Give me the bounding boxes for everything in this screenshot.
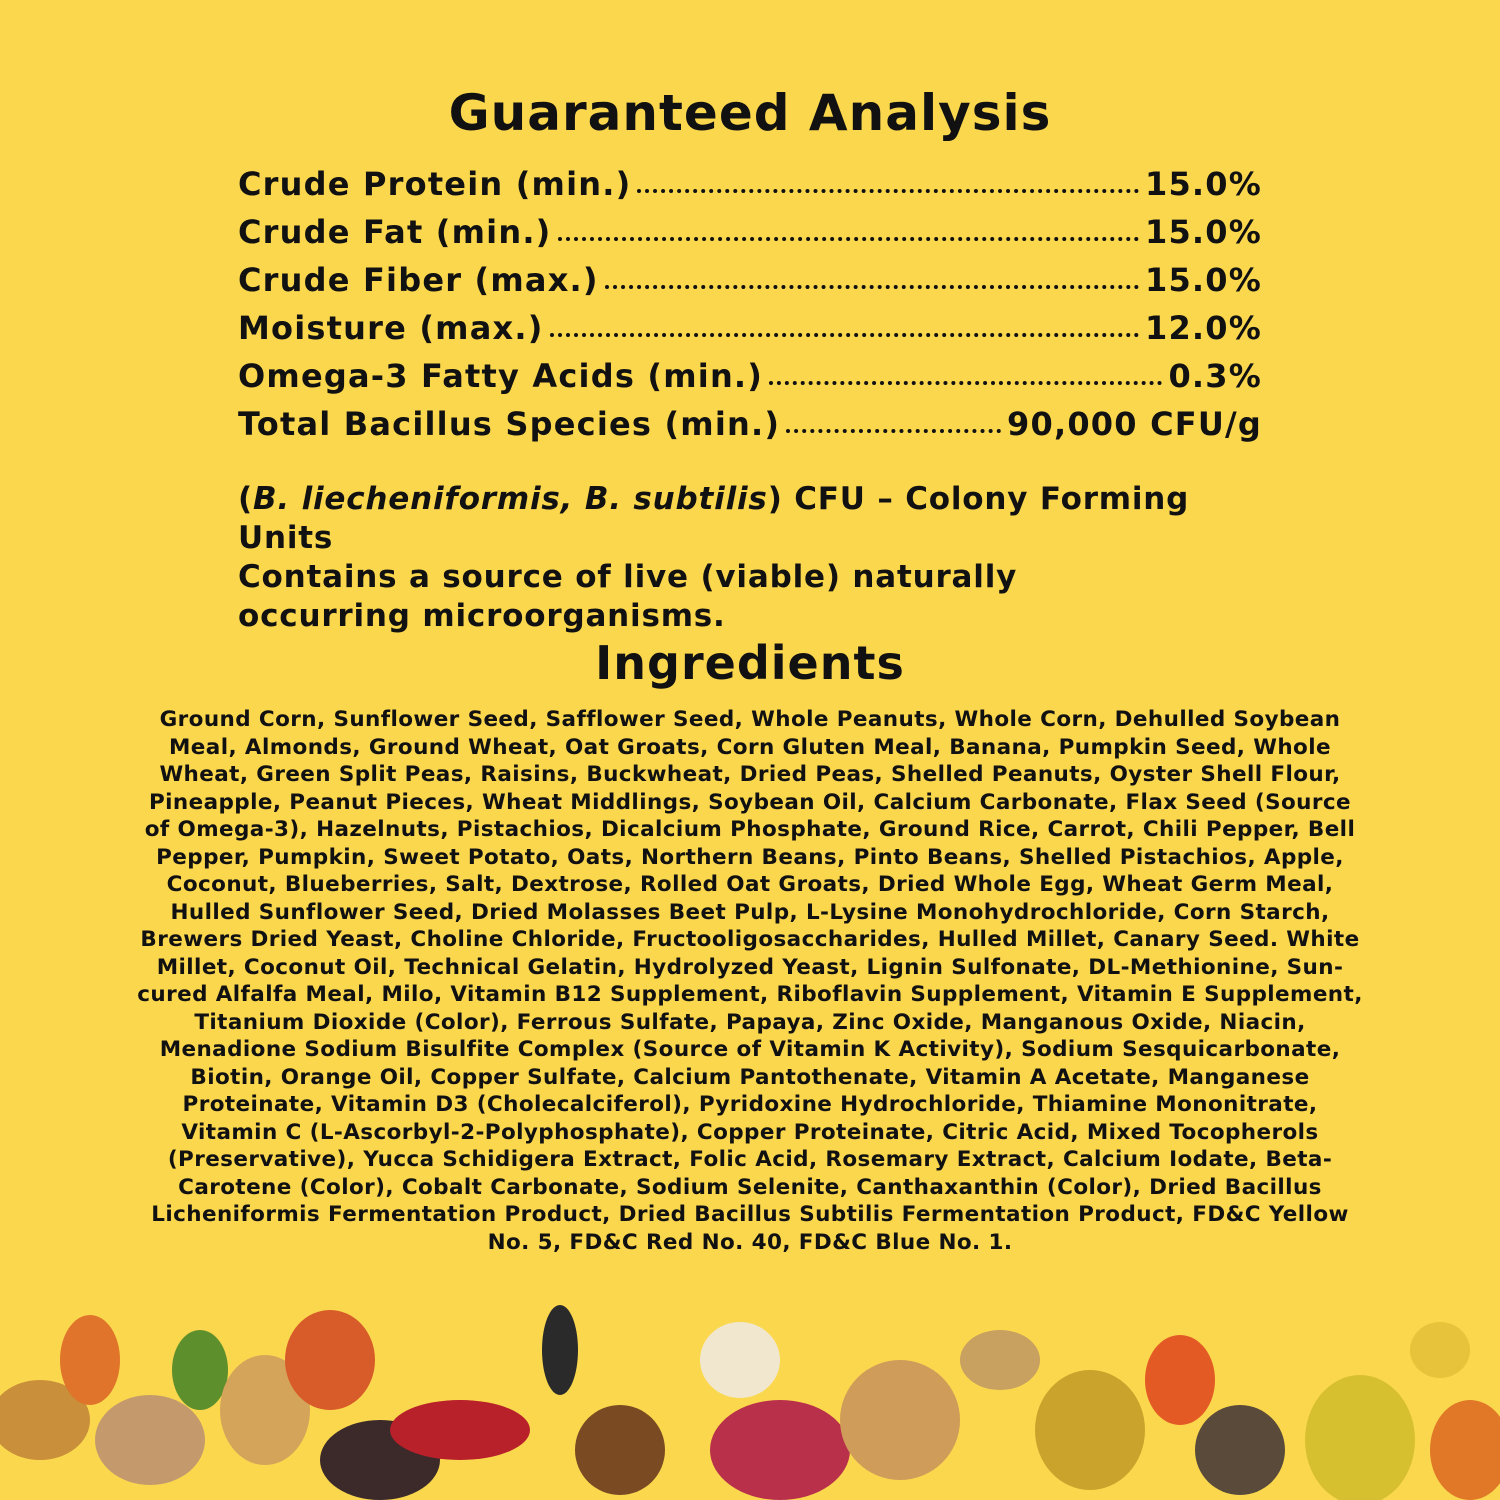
dot-leader [605,285,1139,289]
pellet-shape [1430,1400,1500,1500]
analysis-label: Moisture (max.) [238,309,544,347]
analysis-value: 90,000 CFU/g [1007,405,1262,443]
note-line-3: occurring microorganisms. [238,598,726,634]
cfu-definition: CFU – Colony Forming Units [238,481,1190,556]
hazelnut-shape [575,1405,665,1495]
dot-leader [558,237,1139,241]
analysis-value: 15.0% [1144,261,1262,299]
popcorn-shape [700,1322,780,1398]
carrot-chip-shape [285,1310,375,1410]
peanut-shape [840,1360,960,1480]
analysis-label: Crude Fat (min.) [238,213,552,251]
note-line-2: Contains a source of live (viable) naturally [238,559,1018,595]
nut-shape [960,1330,1040,1390]
analysis-value: 0.3% [1168,357,1262,395]
sunflower-seed-shape [542,1305,578,1395]
almond-shape [95,1395,205,1485]
microorganism-note [238,480,1278,636]
food-mix-image [0,1300,1500,1500]
flower-pellet-shape [1410,1322,1470,1378]
analysis-label: Crude Protein (min.) [238,165,632,203]
ingredients-list: Ground Corn, Sunflower Seed, Safflower Seed, Whole Peanuts, Whole Corn, Dehulled Soybean Meal, Almonds, Ground Wheat, Oat Groats, Corn Gluten Meal, Banana, Pumpkin Seed, Whole Wheat, Green Split Peas, Raisins, Buckwheat, Dried Peas, Shelled Peanuts, Oyster Shell Flour, Pineapple, Peanut Pieces, Wheat Middlings, Soybean Oil, Calcium Carbonate, Flax Seed (Source of Omega-3), Hazelnuts, Pistachios, Dicalcium Phosphate, Ground Rice, Carrot, Chili Pepper, Bell Pepper, Pumpkin, Sweet Potato, Oats, Northern Beans, Pinto Beans, Shelled Pistachios, Apple, Coconut, Blueberries, Salt, Dextrose, Rolled Oat Groats, Dried Whole Egg, Wheat Germ Meal, Hulled Sunflower Seed, Dried Molasses Beet Pulp, L-Lysine Monohydrochloride, Corn Starch, Brewers Dried Yeast, Choline Chloride, Fructooligosaccharides, Hulled Millet, Canary Seed. White Millet, Coconut Oil, Technical Gelatin, Hydrolyzed Yeast, Lignin Sulfonate, DL-Methionine, Sun-cured Alfalfa Meal, Milo, Vitamin B12 Supplement, Riboflavin Supplement, Vitamin E Supplement, Titanium Dioxide (Color), Ferrous Sulfate, Papaya, Zinc Oxide, Manganous Oxide, Niacin, Menadione Sodium Bisulfite Complex (Source of Vitamin K Activity), Sodium Sesquicarbonate, Biotin, Orange Oil, Copper Sulfate, Calcium Pantothenate, Vitamin A Acetate, Manganese Proteinate, Vitamin D3 (Cholecalciferol), Pyridoxine Hydrochloride, Thiamine Mononitrate, Vitamin C (L-Ascorbyl-2-Polyphosphate), Copper Proteinate, Citric Acid, Mixed Tocopherols (Preservative), Yucca Schidigera Extract, Folic Acid, Rosemary Extract, Calcium Iodate, Beta-Carotene (Color), Cobalt Carbonate, Sodium Selenite, Canthaxanthin (Color), Dried Bacillus Licheniformis Fermentation Product, Dried Bacillus Subtilis Fermentation Product, FD&C Yellow No. 5, FD&C Red No. 40, FD&C Blue No. 1. [137,707,1363,1255]
analysis-row-omega-3 [238,357,1262,405]
seed-shape [1195,1405,1285,1495]
pellet-shape [172,1330,228,1410]
dot-leader [769,381,1162,385]
analysis-label: Total Bacillus Species (min.) [238,405,781,443]
pellet-shape [1145,1335,1215,1425]
analysis-row-moisture [238,309,1262,357]
ingredients-title: Ingredients [595,636,905,690]
analysis-row-crude-fat [238,213,1262,261]
species-names: B. liecheniformis, B. subtilis [252,481,768,517]
analysis-label: Omega-3 Fatty Acids (min.) [238,357,764,395]
analysis-row-crude-fiber [238,261,1262,309]
analysis-value: 12.0% [1144,309,1262,347]
guaranteed-analysis-table [238,165,1262,453]
pellet-shape [1305,1375,1415,1500]
beet-chip-shape [710,1400,850,1500]
dot-leader [637,189,1139,193]
analysis-row-bacillus [238,405,1262,453]
note-line-1: (B. liecheniformis, B. subtilis) CFU – Colony Forming Units [238,481,1190,556]
analysis-value: 15.0% [1144,213,1262,251]
analysis-row-crude-protein [238,165,1262,213]
dot-leader [550,333,1139,337]
pellet-shape [60,1315,120,1405]
pellet-shape [1035,1370,1145,1490]
analysis-value: 15.0% [1144,165,1262,203]
dot-leader [786,429,1001,433]
analysis-label: Crude Fiber (max.) [238,261,599,299]
chili-shape [390,1400,530,1460]
guaranteed-analysis-title: Guaranteed Analysis [448,84,1052,142]
